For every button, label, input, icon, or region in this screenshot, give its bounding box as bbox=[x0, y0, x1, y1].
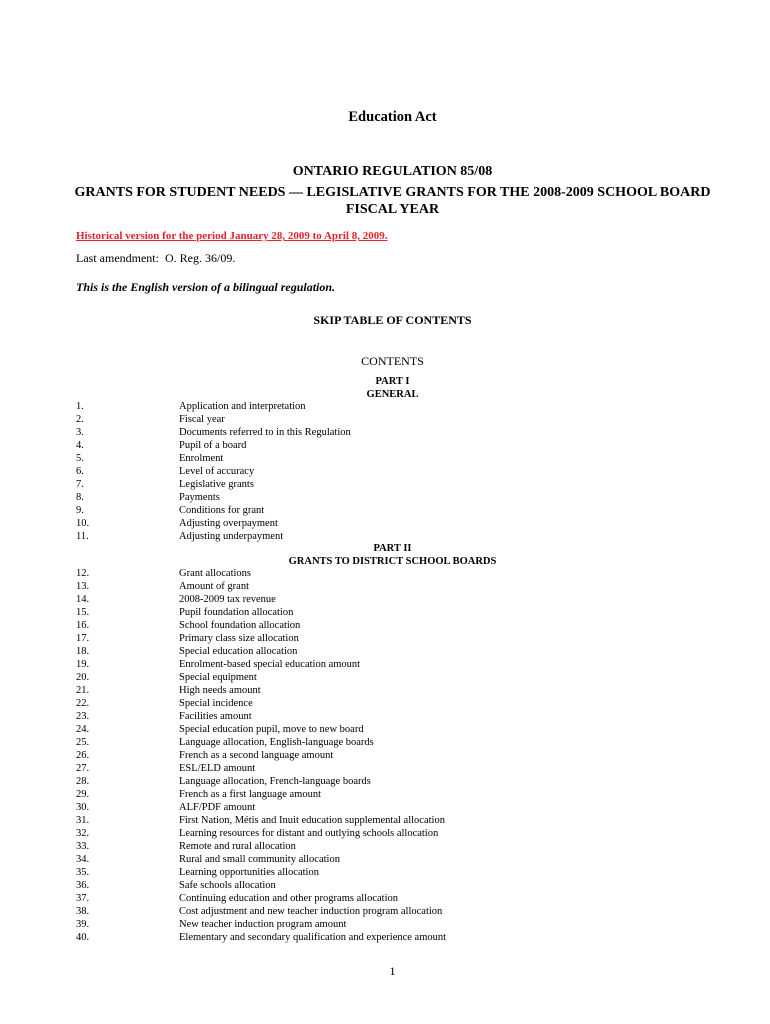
section-number: 31. bbox=[76, 815, 90, 826]
section-title[interactable]: Continuing education and other programs allocation bbox=[179, 893, 398, 904]
toc-list-part-1 bbox=[76, 400, 696, 543]
section-number: 10. bbox=[76, 518, 90, 529]
section-number: 17. bbox=[76, 633, 90, 644]
section-title[interactable]: Safe schools allocation bbox=[179, 880, 276, 891]
section-title[interactable]: Facilities amount bbox=[179, 711, 252, 722]
section-title[interactable]: Language allocation, English-language boards bbox=[179, 737, 374, 748]
page-number: 1 bbox=[389, 964, 396, 978]
part-label: PART I bbox=[375, 376, 410, 387]
toc-row[interactable] bbox=[76, 775, 696, 788]
section-title[interactable]: Pupil foundation allocation bbox=[179, 607, 294, 618]
toc-row[interactable] bbox=[76, 426, 696, 439]
section-title[interactable]: School foundation allocation bbox=[179, 620, 301, 631]
toc-row[interactable] bbox=[76, 632, 696, 645]
section-number: 1. bbox=[76, 401, 84, 412]
last-amendment-label: Last amendment: bbox=[76, 251, 159, 265]
section-title[interactable]: Language allocation, French-language boards bbox=[179, 776, 371, 787]
toc-row[interactable] bbox=[76, 918, 696, 931]
section-number: 23. bbox=[76, 711, 90, 722]
section-title[interactable]: Application and interpretation bbox=[179, 401, 306, 412]
toc-row[interactable] bbox=[76, 840, 696, 853]
section-number: 37. bbox=[76, 893, 90, 904]
toc-row[interactable] bbox=[76, 452, 696, 465]
act-title: Education Act bbox=[348, 109, 437, 125]
section-number: 38. bbox=[76, 906, 90, 917]
section-title[interactable]: Level of accuracy bbox=[179, 466, 255, 477]
section-title[interactable]: Special incidence bbox=[179, 698, 253, 709]
toc-row[interactable] bbox=[76, 788, 696, 801]
regulation-number: ONTARIO REGULATION 85/08 bbox=[292, 164, 493, 179]
toc-row[interactable] bbox=[76, 762, 696, 775]
toc-row[interactable] bbox=[76, 567, 696, 580]
section-number: 36. bbox=[76, 880, 90, 891]
toc-row[interactable] bbox=[76, 814, 696, 827]
toc-row[interactable] bbox=[76, 478, 696, 491]
section-number: 2. bbox=[76, 414, 84, 425]
section-title[interactable]: Pupil of a board bbox=[179, 440, 247, 451]
toc-row[interactable] bbox=[76, 749, 696, 762]
toc-row[interactable] bbox=[76, 504, 696, 517]
section-title[interactable]: New teacher induction program amount bbox=[179, 919, 347, 930]
contents-heading: CONTENTS bbox=[361, 354, 424, 368]
section-number: 7. bbox=[76, 479, 84, 490]
section-number: 8. bbox=[76, 492, 84, 503]
section-number: 5. bbox=[76, 453, 84, 464]
section-number: 35. bbox=[76, 867, 90, 878]
toc-row[interactable] bbox=[76, 710, 696, 723]
toc-row[interactable] bbox=[76, 879, 696, 892]
toc-row[interactable] bbox=[76, 517, 696, 530]
toc-row[interactable] bbox=[76, 658, 696, 671]
toc-row[interactable] bbox=[76, 723, 696, 736]
section-title[interactable]: Learning resources for distant and outlying schools allocation bbox=[179, 828, 439, 839]
section-title[interactable]: Legislative grants bbox=[179, 479, 254, 490]
section-number: 32. bbox=[76, 828, 90, 839]
toc-row[interactable] bbox=[76, 684, 696, 697]
toc-row[interactable] bbox=[76, 580, 696, 593]
section-number: 28. bbox=[76, 776, 90, 787]
section-title[interactable]: Rural and small community allocation bbox=[179, 854, 340, 865]
section-number: 12. bbox=[76, 568, 90, 579]
section-title[interactable]: Elementary and secondary qualification and experience amount bbox=[179, 932, 447, 943]
section-title[interactable]: Adjusting underpayment bbox=[179, 531, 284, 542]
section-title[interactable]: ESL/ELD amount bbox=[179, 763, 256, 774]
regulation-title: GRANTS FOR STUDENT NEEDS — LEGISLATIVE GRANTS FOR THE 2008-2009 SCHOOL BOARD FISCAL YEAR bbox=[74, 185, 711, 217]
section-title[interactable]: First Nation, Métis and Inuit education supplemental allocation bbox=[179, 815, 445, 826]
section-title[interactable]: Remote and rural allocation bbox=[179, 841, 296, 852]
section-number: 18. bbox=[76, 646, 90, 657]
section-title[interactable]: High needs amount bbox=[179, 685, 261, 696]
section-number: 34. bbox=[76, 854, 90, 865]
section-number: 16. bbox=[76, 620, 90, 631]
section-number: 15. bbox=[76, 607, 90, 618]
section-title[interactable]: Special equipment bbox=[179, 672, 257, 683]
section-title[interactable]: Cost adjustment and new teacher induction program allocation bbox=[179, 906, 443, 917]
part-label: PART II bbox=[373, 543, 412, 554]
section-title[interactable]: Primary class size allocation bbox=[179, 633, 299, 644]
toc-row[interactable] bbox=[76, 413, 696, 426]
part-heading bbox=[0, 375, 770, 401]
toc-row[interactable] bbox=[76, 439, 696, 452]
toc-row[interactable] bbox=[76, 465, 696, 478]
last-amendment bbox=[76, 251, 235, 266]
section-number: 30. bbox=[76, 802, 90, 813]
toc-row[interactable] bbox=[76, 593, 696, 606]
toc-row[interactable] bbox=[76, 892, 696, 905]
section-number: 40. bbox=[76, 932, 90, 943]
section-title[interactable]: Adjusting overpayment bbox=[179, 518, 278, 529]
section-number: 13. bbox=[76, 581, 90, 592]
toc-row[interactable] bbox=[76, 645, 696, 658]
last-amendment-value: O. Reg. 36/09. bbox=[164, 251, 236, 265]
toc-row[interactable] bbox=[76, 697, 696, 710]
section-title[interactable]: Special education allocation bbox=[179, 646, 298, 657]
section-number: 14. bbox=[76, 594, 90, 605]
skip-toc-link[interactable]: SKIP TABLE OF CONTENTS bbox=[313, 313, 472, 327]
toc-row[interactable] bbox=[76, 736, 696, 749]
section-title[interactable]: ALF/PDF amount bbox=[179, 802, 256, 813]
toc-row[interactable] bbox=[76, 606, 696, 619]
section-number: 9. bbox=[76, 505, 84, 516]
bilingual-note: This is the English version of a bilingual regulation. bbox=[76, 280, 336, 294]
section-title[interactable]: Enrolment bbox=[179, 453, 224, 464]
section-title[interactable]: Fiscal year bbox=[179, 414, 225, 425]
section-number: 3. bbox=[76, 427, 84, 438]
historical-version-link[interactable]: Historical version for the period January 28, 2009 to April 8, 2009. bbox=[76, 230, 388, 242]
section-number: 39. bbox=[76, 919, 90, 930]
toc-row[interactable] bbox=[76, 827, 696, 840]
section-number: 29. bbox=[76, 789, 90, 800]
section-number: 21. bbox=[76, 685, 90, 696]
toc-row[interactable] bbox=[76, 905, 696, 918]
section-number: 6. bbox=[76, 466, 84, 477]
toc-list-part-2 bbox=[76, 567, 696, 944]
toc-row[interactable] bbox=[76, 801, 696, 814]
section-number: 20. bbox=[76, 672, 90, 683]
section-number: 22. bbox=[76, 698, 90, 709]
section-title[interactable]: Special education pupil, move to new board bbox=[179, 724, 364, 735]
toc-row[interactable] bbox=[76, 491, 696, 504]
section-number: 4. bbox=[76, 440, 84, 451]
toc-row[interactable] bbox=[76, 866, 696, 879]
part-title: GENERAL bbox=[366, 389, 419, 400]
part-title: GRANTS TO DISTRICT SCHOOL BOARDS bbox=[288, 556, 497, 567]
toc-row[interactable] bbox=[76, 853, 696, 866]
section-number: 26. bbox=[76, 750, 90, 761]
toc-row[interactable] bbox=[76, 619, 696, 632]
section-title[interactable]: Amount of grant bbox=[179, 581, 249, 592]
toc-row[interactable] bbox=[76, 931, 696, 944]
section-title[interactable]: Payments bbox=[179, 492, 220, 503]
section-title[interactable]: Conditions for grant bbox=[179, 505, 265, 516]
section-title[interactable]: French as a second language amount bbox=[179, 750, 334, 761]
toc-row[interactable] bbox=[76, 400, 696, 413]
section-number: 27. bbox=[76, 763, 90, 774]
section-number: 19. bbox=[76, 659, 90, 670]
section-title[interactable]: French as a first language amount bbox=[179, 789, 321, 800]
section-title[interactable]: Learning opportunities allocation bbox=[179, 867, 319, 878]
section-number: 33. bbox=[76, 841, 90, 852]
section-title[interactable]: Enrolment-based special education amount bbox=[179, 659, 361, 670]
part-heading bbox=[0, 542, 770, 568]
section-number: 11. bbox=[76, 531, 89, 542]
toc-row[interactable] bbox=[76, 671, 696, 684]
section-number: 24. bbox=[76, 724, 90, 735]
section-title[interactable]: Documents referred to in this Regulation bbox=[179, 427, 351, 438]
section-title[interactable]: 2008-2009 tax revenue bbox=[179, 594, 276, 605]
section-title[interactable]: Grant allocations bbox=[179, 568, 252, 579]
section-number: 25. bbox=[76, 737, 90, 748]
